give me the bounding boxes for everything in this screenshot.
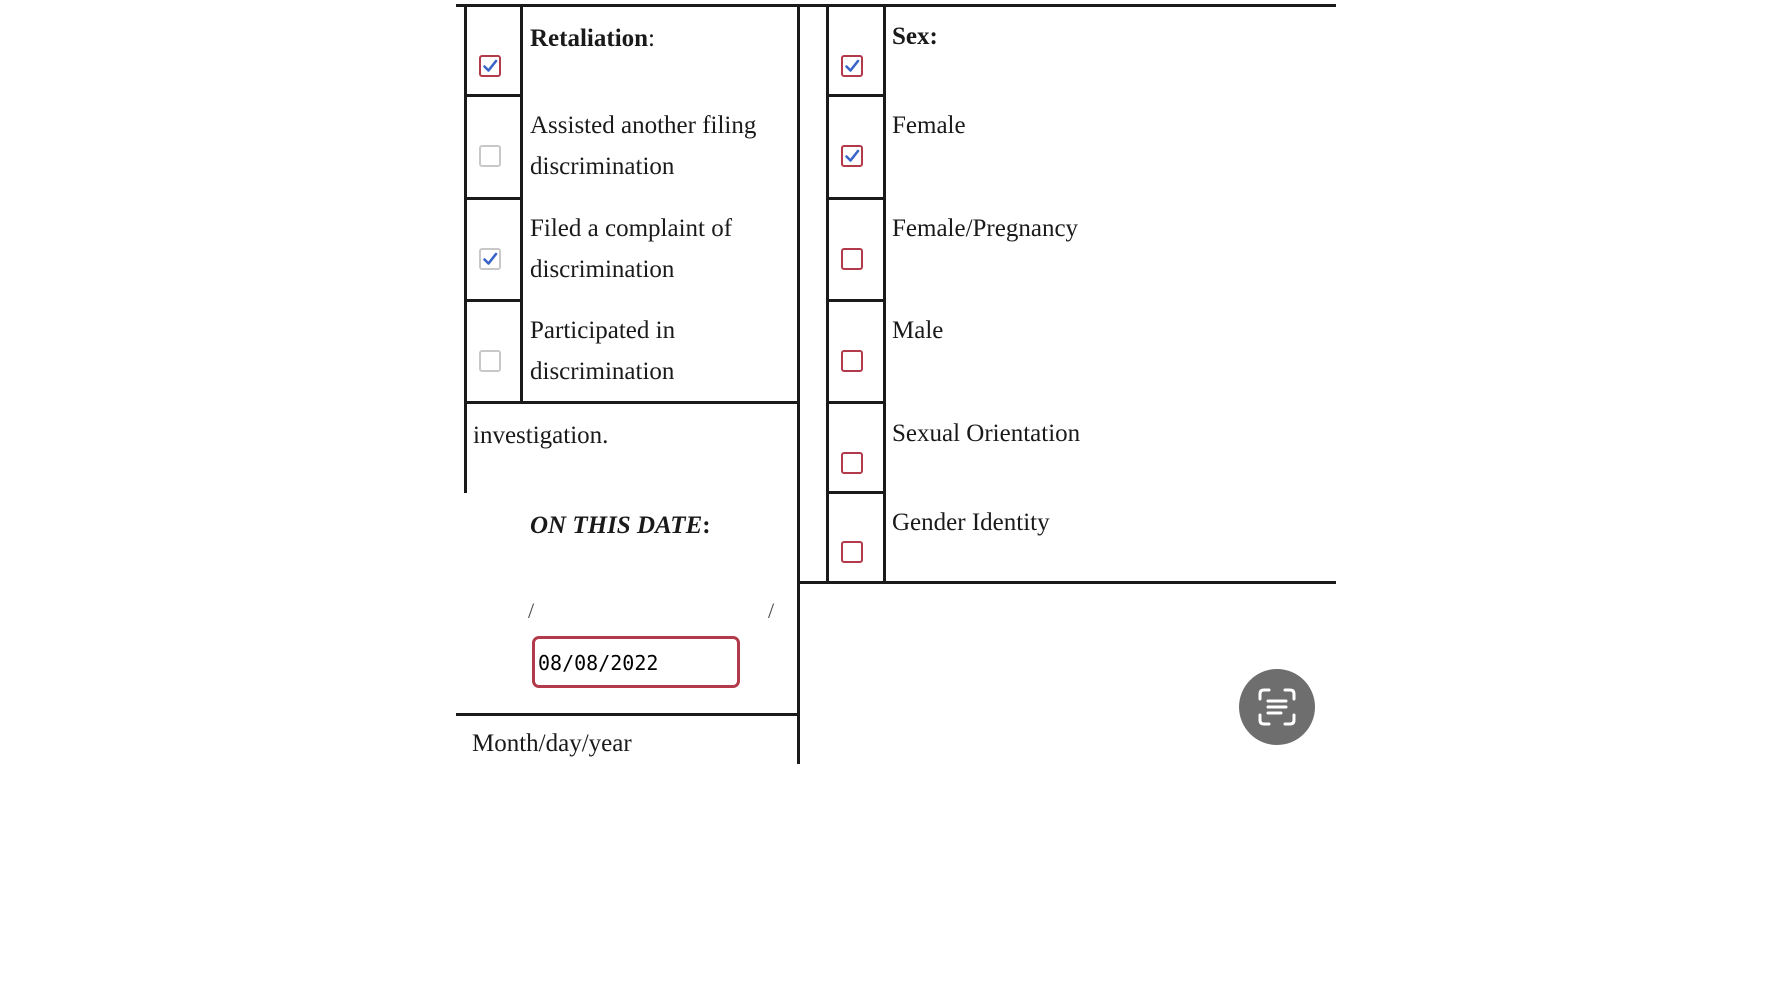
date-slash-left: /	[528, 598, 535, 623]
left-inner-divider	[520, 4, 523, 404]
left-row-separator	[464, 401, 798, 404]
right-row-separator	[826, 491, 886, 494]
right-row-separator	[826, 197, 886, 200]
filed-complaint-checkbox[interactable]	[479, 248, 501, 270]
assisted-filing-checkbox[interactable]	[479, 145, 501, 167]
sex-heading-label: Sex:	[892, 23, 938, 50]
on-this-date-label: ON THIS DATE	[530, 512, 703, 539]
left-row-separator	[464, 94, 522, 97]
right-checkbox-col-left	[826, 4, 829, 582]
sexual-orientation-checkbox[interactable]	[841, 452, 863, 474]
sex-heading	[892, 16, 938, 57]
assisted-filing-line1: Assisted another filing	[530, 112, 757, 139]
filed-complaint-line1: Filed a complaint of	[530, 215, 733, 242]
gender-identity-checkbox[interactable]	[841, 541, 863, 563]
right-row-separator	[826, 299, 886, 302]
on-this-date-heading	[530, 505, 711, 546]
male-label: Male	[892, 317, 944, 344]
checkmark-icon	[482, 58, 498, 74]
assisted-filing-label	[530, 105, 756, 187]
retaliation-heading-label: Retaliation	[530, 25, 649, 52]
checkmark-icon	[844, 58, 860, 74]
date-slash-right: /	[768, 598, 775, 623]
filed-complaint-label	[530, 208, 732, 290]
date-section-bottom-border	[456, 713, 800, 716]
on-this-date-colon: :	[702, 512, 711, 539]
female-checkbox[interactable]	[841, 145, 863, 167]
left-outer-border	[464, 4, 467, 493]
sex-checkbox[interactable]	[841, 55, 863, 77]
text-scan-button[interactable]	[1239, 669, 1315, 745]
text-scan-icon	[1257, 687, 1297, 727]
filed-complaint-line2: discrimination	[530, 256, 675, 283]
investigation-continuation: investigation.	[473, 422, 609, 449]
sexual-orientation-label: Sexual Orientation	[892, 420, 1081, 447]
participated-checkbox[interactable]	[479, 350, 501, 372]
participated-label	[530, 310, 675, 392]
date-input[interactable]	[532, 636, 740, 688]
participated-line1: Participated in	[530, 317, 676, 344]
right-table-bottom-border	[797, 581, 1336, 584]
left-row-separator	[464, 299, 522, 302]
male-checkbox[interactable]	[841, 350, 863, 372]
retaliation-heading-colon: :	[648, 25, 655, 52]
checkmark-icon	[844, 148, 860, 164]
assisted-filing-line2: discrimination	[530, 153, 675, 180]
female-label: Female	[892, 112, 966, 139]
female-pregnancy-label: Female/Pregnancy	[892, 215, 1079, 242]
retaliation-heading	[530, 18, 655, 59]
participated-line2: discrimination	[530, 358, 675, 385]
left-row-separator	[464, 197, 522, 200]
right-row-separator	[826, 401, 886, 404]
female-pregnancy-checkbox[interactable]	[841, 248, 863, 270]
checkmark-icon	[482, 251, 498, 267]
retaliation-checkbox[interactable]	[479, 55, 501, 77]
table-top-border	[456, 4, 1336, 7]
right-row-separator	[826, 94, 886, 97]
right-checkbox-col-right	[883, 4, 886, 582]
gender-identity-label: Gender Identity	[892, 509, 1050, 536]
date-format-label: Month/day/year	[472, 730, 632, 757]
middle-divider	[797, 4, 800, 764]
